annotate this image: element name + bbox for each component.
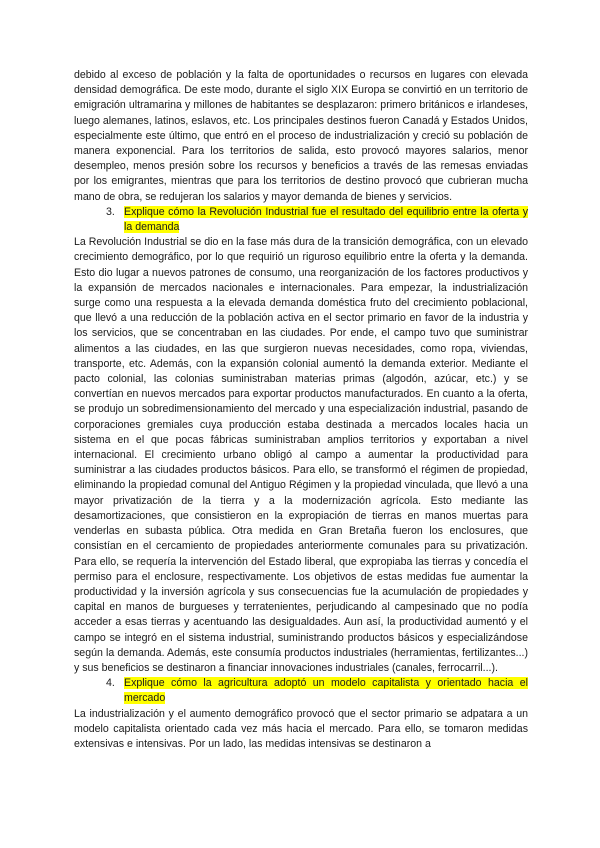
question-4-text: Explique cómo la agricultura adoptó un modelo capitalista y orientado hacia el mercado xyxy=(124,677,528,705)
document-page xyxy=(74,68,528,752)
paragraph-answer-4: La industrialización y el aumento demográfico provocó que el sector primario se adpatara a un modelo capitalista orientado cada vez más hacia el mercado. Para ello, se tomaron medidas extensivas e intensivas. Por un lado, las medidas intensivas se destinaron a xyxy=(74,707,528,750)
paragraph-answer-3: La Revolución Industrial se dio en la fase más dura de la transición demográfica, con un elevado crecimiento demográfico, por lo que requirió un riguroso equilibrio entre la oferta y la demanda. Esto dio lugar a nuevos patrones de consumo, una reorganización de los factores productivos y la expansión de mercados nacionales e internacionales. Para empezar, la industrialización surge como una respuesta a la elevada demanda doméstica fruto del crecimiento poblacional, que llevó a una reducción de la población activa en el sector primario en favor de la industria y los servicios, que se concentraban en las ciudades. Por ende, el campo tuvo que suministrar alimentos a las ciudades, en las que surgieron nuevas necesidades, como ropa, viviendas, transporte, etc. Además, con la expansión colonial aumentó la demanda exterior. Mediante el pacto colonial, las colonias suministraban materias primas (algodón, azúcar, etc.) y se convertían en nuevos mercados para exportar productos manufacturados. En cuanto a la oferta, se produjo un sobredimensionamiento del mercado y una especialización industrial, pasando de corporaciones gremiales cuya producción estaba destinada a mercados locales hacia un sistema en el que pocas fábricas suministraban amplios territorios y exportaban a nivel internacional. El crecimiento urbano obligó al campo a aumentar la productividad para suministrar a las ciudades productos básicos. Para ello, se transformó el régimen de propiedad, eliminando la propiedad comunal del Antiguo Régimen y la propiedad vinculada, que llevó a una mayor privatización de la tierra y a la modernización agrícola. Esto mediante las desamortizaciones, que consistieron en la expropiación de tierras en manos muertas para venderlas en subasta pública. Otra medida en Gran Bretaña fueron los enclosures, que consistían en el cercamiento de propiedades anteriormente comunales para su privatización. Para ello, se requería la intervención del Estado liberal, que expropiaba las tierras y concedía el permiso para el enclosure, respectivamente. Los objetivos de estas medidas fue aumentar la productividad y la inversión agrícola y sus consecuencias fue la acumulación de propiedades y capital en manos de burgueses y terratenientes, perjudicando al campesinado que no podía acceder a esas tierras y acentuando las desigualdades. Aun así, la productividad aumentó y el campo se integró en el sistema industrial, suministrando productos básicos y especializándose según la demanda. Además, este consumía productos industriales (herramientas, fertilizantes...) y sus beneficios se destinaron a financiar innovaciones industriales (canales, ferrocarril...). xyxy=(74,236,528,674)
paragraph-emigration: debido al exceso de población y la falta de oportunidades o recursos en lugares con elevada densidad demográfica. De este modo, durante el siglo XIX Europa se convirtió en un territorio de emigración ultramarina y millones de habitantes se desplazaron: primero británicos e irlandeses, luego alemanes, latinos, eslavos, etc. Los principales destinos fueron Canadá y Estados Unidos, especialmente este último, que entró en el proceso de industrialización y creció su población de manera exponencial. Para los territorios de salida, esto provocó mayores salarios, menor desempleo, menos presión sobre los recursos y beneficios a través de las remesas enviadas por los emigrantes, mientras que para los territorios de destino provocó que cubrieran mucha mano de obra, se redujeran los salarios y mayor demanda de bienes y servicios. xyxy=(74,69,528,203)
question-4-number: 4. xyxy=(106,677,115,690)
question-3-number: 3. xyxy=(106,205,115,218)
question-3 xyxy=(74,205,528,235)
question-4 xyxy=(74,676,528,706)
question-3-text: Explique cómo la Revolución Industrial fue el resultado del equilibrio entre la oferta y la demanda xyxy=(124,205,528,234)
